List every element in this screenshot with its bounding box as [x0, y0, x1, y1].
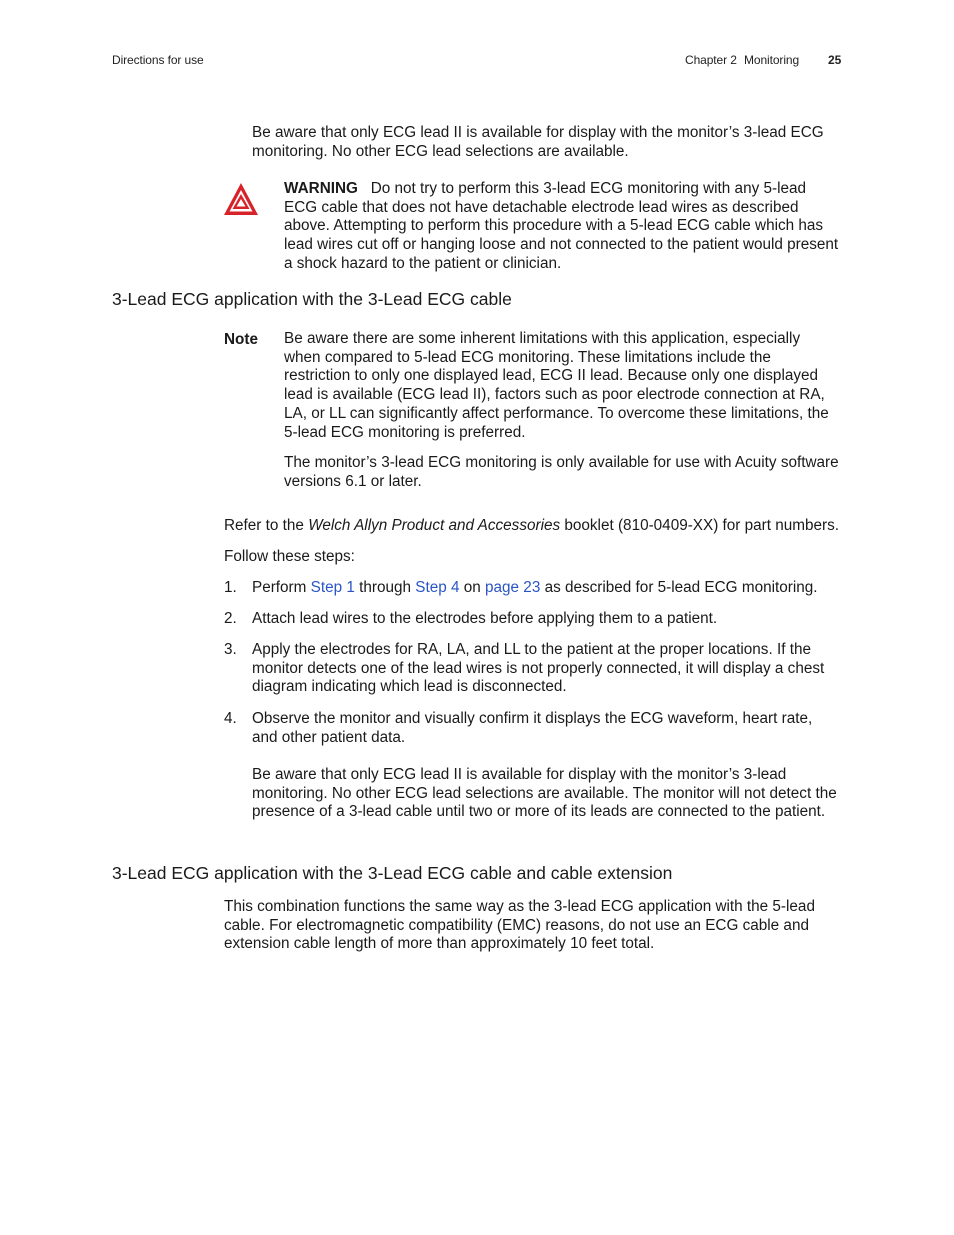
refer-paragraph — [224, 517, 849, 536]
step-2: Attach lead wires to the electrodes before applying them to a patient. — [252, 610, 718, 627]
warning-text: Do not try to perform this 3-lead ECG monitoring with any 5-lead ECG cable that does not have detachable electrode lead wires as described above. Attempting to perform this procedure with a 5-lead ECG cable which has lead wires cut off or hanging loose and not connected to the patient would present a shock hazard to the patient or clinician. — [284, 180, 839, 272]
note-paragraph-2: The monitor’s 3-lead ECG monitoring is only available for use with Acuity software versions 6.1 or later. — [284, 454, 839, 490]
section-heading-cable-extension: 3-Lead ECG application with the 3-Lead ECG cable and cable extension — [112, 863, 673, 883]
note-paragraph-1: Be aware there are some inherent limitations with this application, especially when compared to 5-lead ECG monitoring. These limitations include the restriction to only one displayed lead, ECG II lead. Because only one displayed lead is available (ECG lead II), factors such as poor electrode connection at RA, LA, or LL can significantly affect performance. To overcome these limitations, the 5-lead ECG monitoring is preferred. — [284, 330, 829, 441]
note-label: Note — [224, 331, 258, 348]
header-doc-title: Directions for use — [112, 53, 204, 67]
step-1 — [252, 579, 847, 598]
section-heading-3lead: 3-Lead ECG application with the 3-Lead ECG cable — [112, 289, 512, 309]
link-step-4[interactable]: Step 4 — [415, 579, 460, 596]
extension-paragraph: This combination functions the same way as the 3-lead ECG application with the 5-lead cable. For electromagnetic compatibility (EMC) reasons, do not use an ECG cable and extension cable length of more than approximately 10 feet total. — [224, 898, 815, 953]
warning-label: WARNING — [284, 180, 358, 197]
step-number: 1. — [224, 579, 237, 596]
step-4: Observe the monitor and visually confirm it displays the ECG waveform, heart rate, and other patient data. — [252, 710, 813, 746]
intro-paragraph: Be aware that only ECG lead II is available for display with the monitor’s 3-lead ECG monitoring. No other ECG lead selections are available. — [252, 124, 824, 160]
warning-block — [284, 180, 839, 274]
step-1-through: through — [354, 579, 416, 596]
step-number: 3. — [224, 641, 237, 658]
header-page-number: 25 — [828, 53, 842, 67]
step-1-suffix: as described for 5-lead ECG monitoring. — [540, 579, 818, 596]
warning-triangle-icon — [223, 182, 259, 216]
step-number: 4. — [224, 710, 237, 727]
link-page-23[interactable]: page 23 — [485, 579, 541, 596]
header-section: Monitoring — [744, 53, 800, 67]
booklet-title: Welch Allyn Product and Accessories — [308, 517, 561, 534]
refer-suffix: booklet (810-0409-XX) for part numbers. — [560, 517, 840, 534]
step-1-prefix: Perform — [252, 579, 311, 596]
header-chapter: Chapter 2 — [685, 53, 737, 67]
step-3: Apply the electrodes for RA, LA, and LL to the patient at the proper locations. If the monitor detects one of the lead wires is not properly connected, it will display a chest diagram indicating which lead is disconnected. — [252, 641, 825, 696]
step-number: 2. — [224, 610, 237, 627]
step-4-note: Be aware that only ECG lead II is available for display with the monitor’s 3-lead monitoring. No other ECG lead selections are available. The monitor will not detect the presence of a 3-lead cable until two or more of its leads are connected to the patient. — [252, 766, 837, 821]
step-1-on: on — [459, 579, 486, 596]
refer-prefix: Refer to the — [224, 517, 309, 534]
follow-steps-text: Follow these steps: — [224, 548, 355, 565]
link-step-1[interactable]: Step 1 — [310, 579, 355, 596]
